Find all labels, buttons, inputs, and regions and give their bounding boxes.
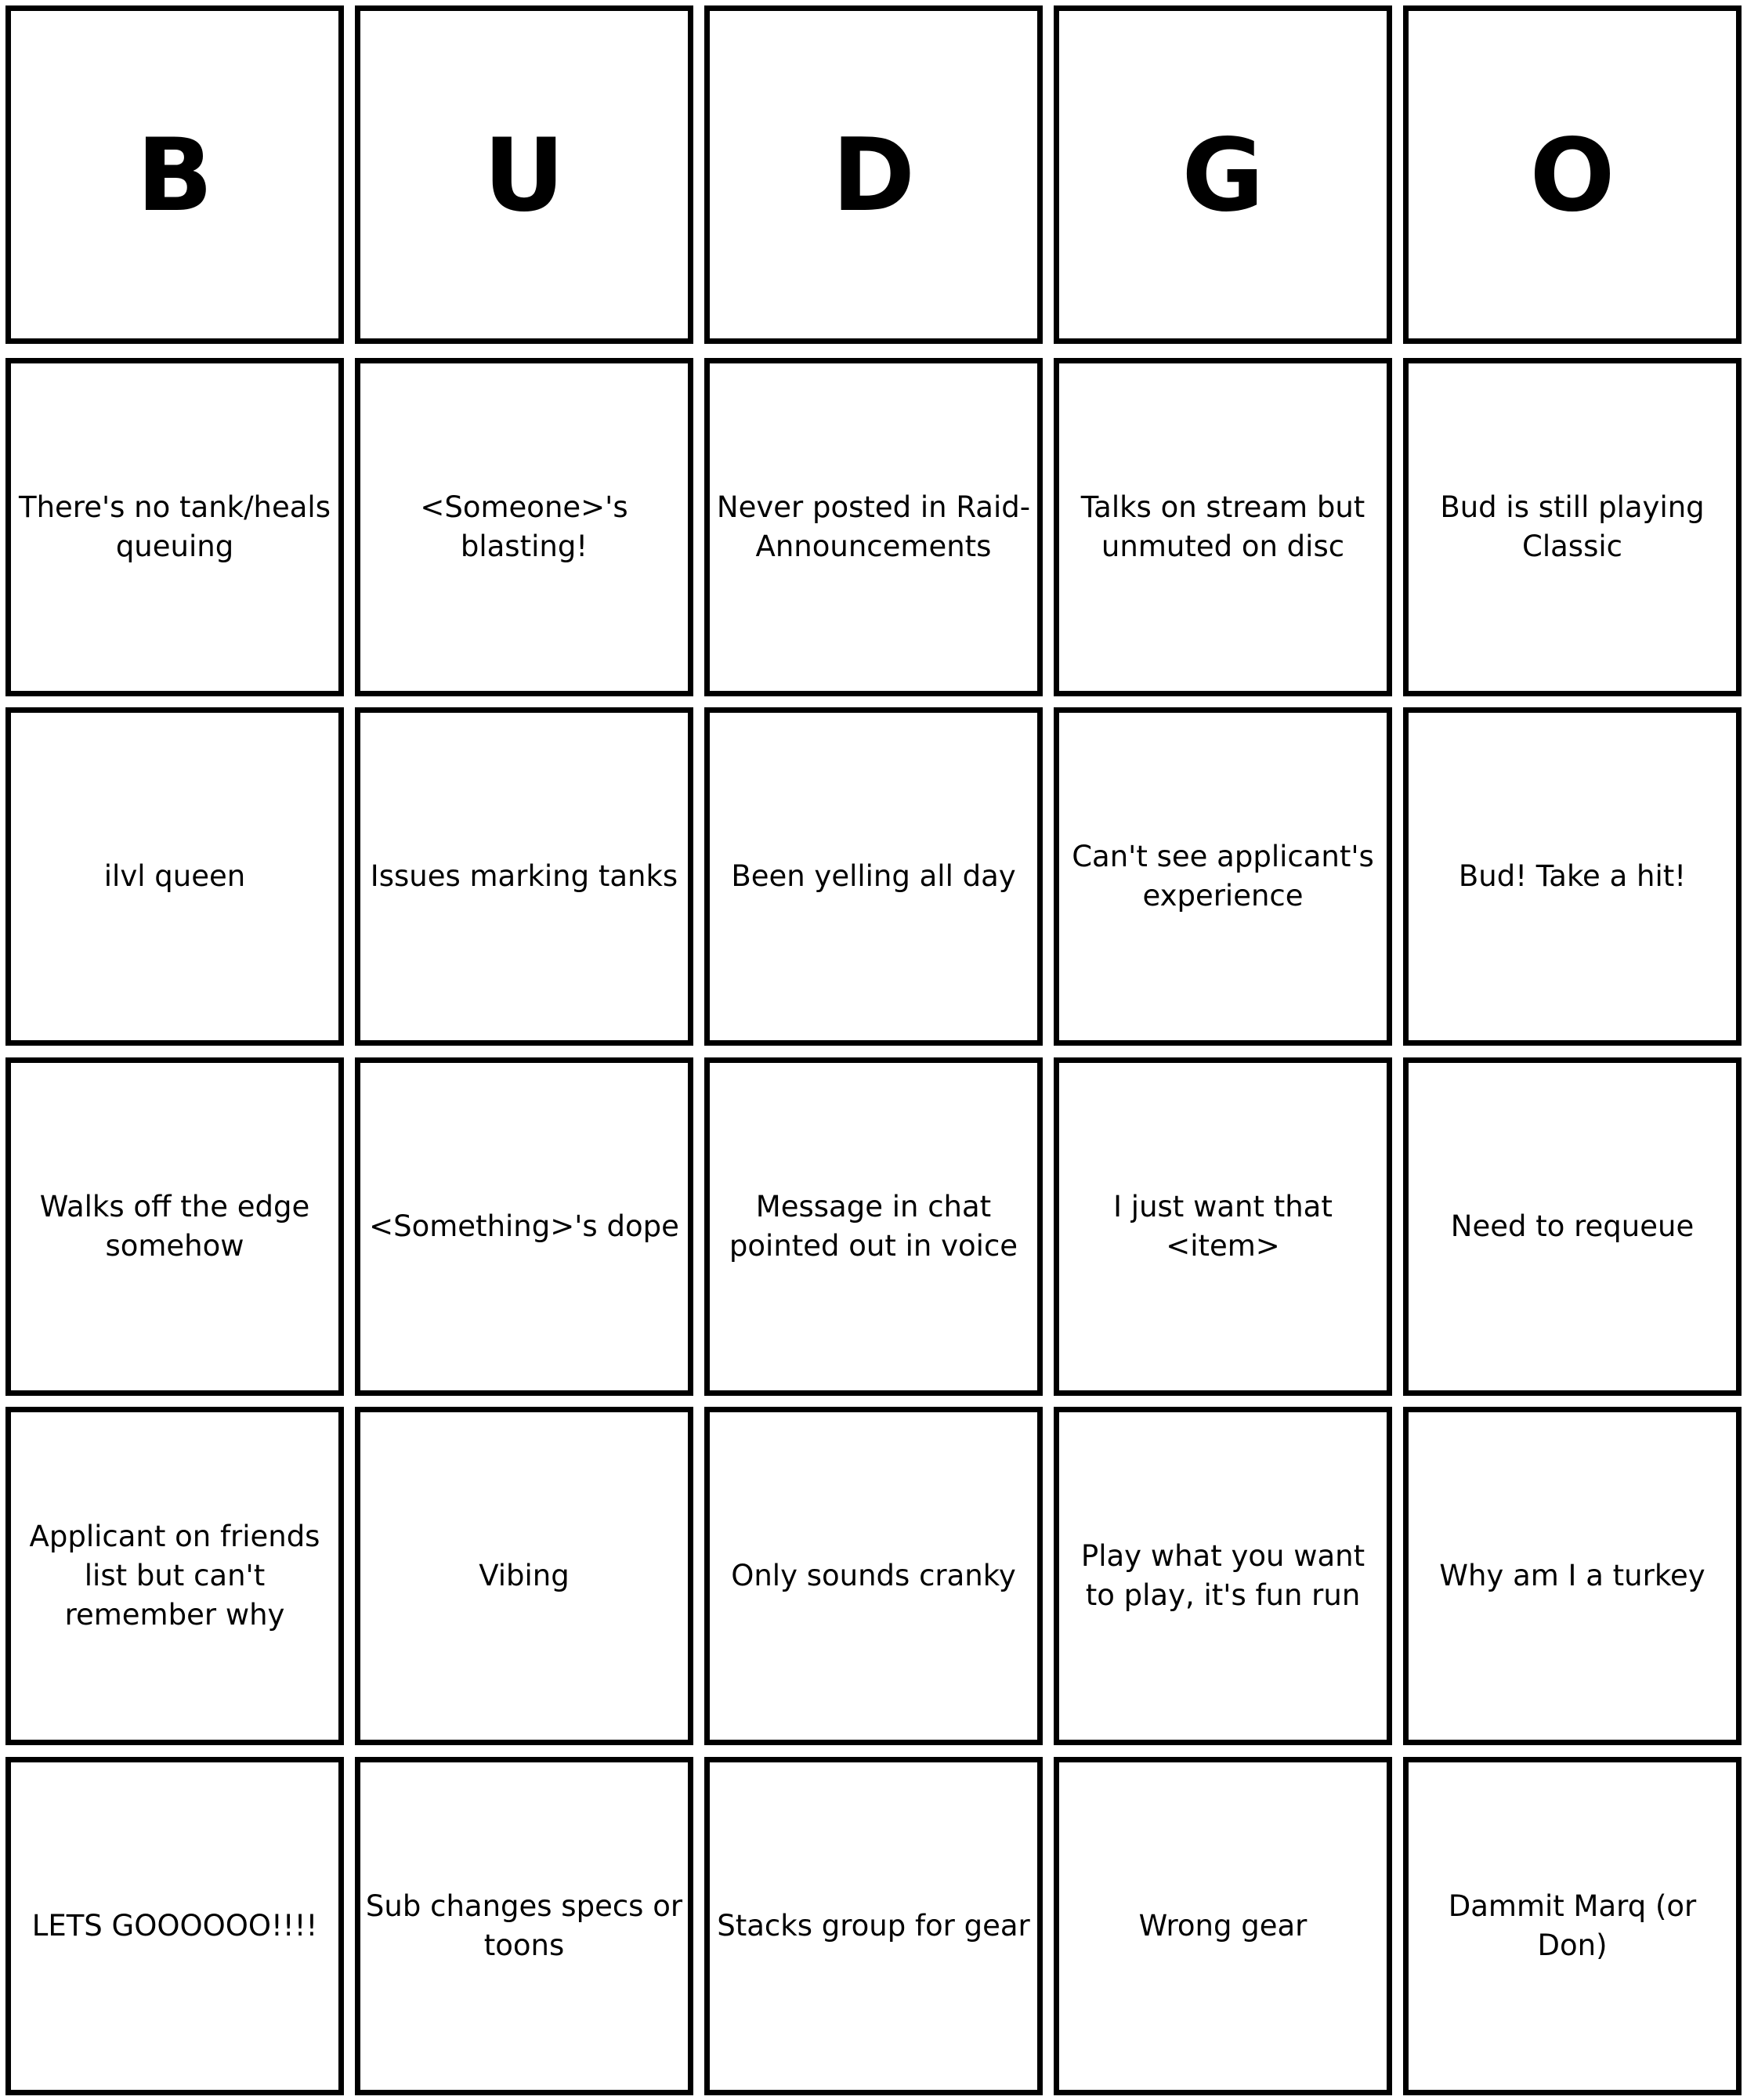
bingo-square[interactable] <box>1403 707 1742 1046</box>
bingo-square[interactable] <box>1054 707 1392 1046</box>
header-letter: O <box>1529 117 1615 234</box>
bingo-square[interactable] <box>1054 1057 1392 1396</box>
square-label: Been yelling all day <box>731 859 1016 893</box>
square-label: Need to requeue <box>1450 1209 1695 1243</box>
bingo-square[interactable] <box>1403 358 1742 696</box>
square-label: Only sounds cranky <box>731 1559 1016 1592</box>
bingo-square[interactable] <box>1403 1057 1742 1396</box>
bingo-square[interactable] <box>5 1757 344 2095</box>
bingo-square[interactable] <box>5 707 344 1046</box>
header-cell-u <box>355 5 693 344</box>
square-label: Bud! Take a hit! <box>1458 859 1687 893</box>
bingo-square[interactable] <box>1403 1407 1742 1745</box>
square-label: LETS GOOOOOO!!!! <box>31 1909 318 1943</box>
square-label: Talks on stream but unmuted on disc <box>1080 490 1365 563</box>
square-label: Issues marking tanks <box>370 859 678 893</box>
square-label: I just want that <item> <box>1113 1190 1333 1263</box>
bingo-square[interactable] <box>1054 358 1392 696</box>
square-label: Dammit Marq (or Don) <box>1448 1889 1697 1962</box>
square-label: Vibing <box>479 1559 570 1592</box>
header-letter: U <box>483 117 565 234</box>
header-cell-d <box>704 5 1043 344</box>
bingo-square[interactable] <box>355 707 693 1046</box>
square-label: Can't see applicant's experience <box>1072 840 1374 913</box>
bingo-square[interactable] <box>355 1407 693 1745</box>
bingo-square[interactable] <box>704 1057 1043 1396</box>
square-label: Play what you want to play, it's fun run <box>1080 1539 1365 1612</box>
square-label: Message in chat pointed out in voice <box>729 1190 1018 1263</box>
square-label: Bud is still playing Classic <box>1440 490 1705 563</box>
bingo-square[interactable] <box>5 1407 344 1745</box>
square-label: Walks off the edge somehow <box>39 1190 310 1263</box>
bingo-square[interactable] <box>355 1057 693 1396</box>
square-label: Stacks group for gear <box>717 1909 1030 1943</box>
header-cell-g <box>1054 5 1392 344</box>
bingo-square[interactable] <box>704 1757 1043 2095</box>
bingo-square[interactable] <box>704 707 1043 1046</box>
bingo-square[interactable] <box>355 358 693 696</box>
square-label: ilvl queen <box>103 859 246 893</box>
bingo-square[interactable] <box>5 358 344 696</box>
bingo-square[interactable] <box>704 358 1043 696</box>
square-label: There's no tank/heals queuing <box>18 490 331 563</box>
square-label: Sub changes specs or toons <box>365 1889 683 1962</box>
square-label: Applicant on friends list but can't remember why <box>29 1520 320 1632</box>
bingo-square[interactable] <box>1054 1757 1392 2095</box>
square-label: Why am I a turkey <box>1439 1559 1705 1592</box>
square-label: <Someone>'s blasting! <box>420 490 628 563</box>
bingo-square[interactable] <box>1054 1407 1392 1745</box>
header-letter: D <box>831 117 916 234</box>
square-label: <Something>'s dope <box>369 1209 679 1243</box>
bingo-square[interactable] <box>704 1407 1043 1745</box>
square-label: Wrong gear <box>1138 1909 1308 1943</box>
bingo-square[interactable] <box>1403 1757 1742 2095</box>
header-letter: G <box>1181 117 1264 234</box>
bingo-square[interactable] <box>355 1757 693 2095</box>
bingo-square[interactable] <box>5 1057 344 1396</box>
header-letter: B <box>136 117 213 234</box>
header-cell-b <box>5 5 344 344</box>
header-cell-o <box>1403 5 1742 344</box>
square-label: Never posted in Raid-Announcements <box>716 490 1031 563</box>
